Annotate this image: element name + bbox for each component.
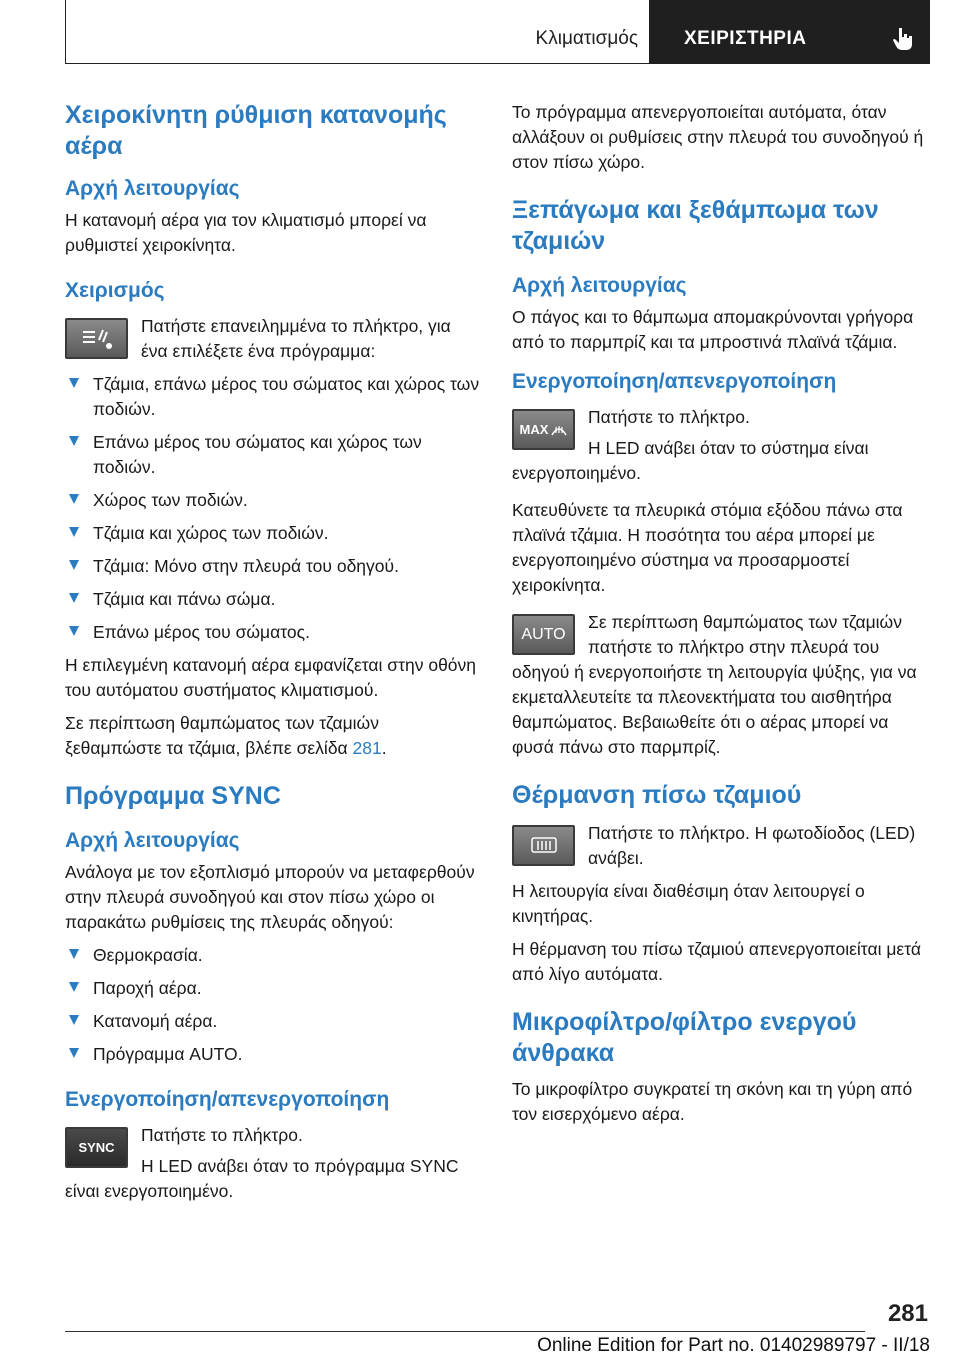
arrow-icon: [69, 527, 79, 537]
chapter-tab-label: ΧΕΙΡΙΣΤΗΡΙΑ: [684, 28, 807, 49]
subheading-activation: Ενεργοποίηση/απενεργοποίηση: [65, 1088, 390, 1111]
list-item: Κατανομή αέρα.: [65, 1009, 480, 1034]
max-defrost-button-icon: MAX: [512, 409, 575, 450]
distribution-program-list: [65, 372, 480, 645]
arrow-icon: [69, 494, 79, 504]
paragraph: Πατήστε το πλήκτρο.: [141, 1125, 303, 1145]
subheading-principle: Αρχή λειτουργίας: [65, 829, 240, 852]
footer-divider: [65, 1331, 865, 1332]
list-item: Τζάμια: Μόνο στην πλευρά του οδηγού.: [65, 554, 480, 579]
subheading-operation: Χειρισμός: [65, 279, 165, 302]
arrow-icon: [69, 982, 79, 992]
footer-edition: Online Edition for Part no. 01402989797 - II/18: [537, 1335, 930, 1356]
arrow-icon: [69, 560, 79, 570]
max-defrost-row: [512, 405, 930, 486]
paragraph: Το μικροφίλτρο συγκρατεί τη σκόνη και τη γύρη από τον εισερχόμενο αέρα.: [512, 1079, 913, 1124]
subheading-principle: Αρχή λειτουργίας: [65, 177, 240, 200]
paragraph-with-link: Σε περίπτωση θαμπώματος των τζαμιών ξεθαμπώστε τα τζάμια, βλέπε σελίδα 281.: [65, 713, 387, 758]
auto-row: [512, 610, 930, 760]
paragraph: Η λειτουργία είναι διαθέσιμη όταν λειτουργεί ο κινητήρας.: [512, 881, 865, 926]
paragraph: Ανάλογα με τον εξοπλισμό μπορούν να μεταφερθούν στην πλευρά συνοδηγού και στον πίσω χώρο οι παρακάτω ρυθμίσεις της πλευράς οδηγού:: [65, 862, 475, 932]
subheading-principle: Αρχή λειτουργίας: [512, 274, 687, 297]
sync-button-row: [65, 1123, 480, 1204]
arrow-icon: [69, 1048, 79, 1058]
right-column: [512, 100, 930, 1127]
paragraph: Η LED ανάβει όταν το σύστημα είναι ενεργοποιημένο.: [512, 438, 869, 483]
heading-defrost: Ξεπάγωμα και ξεθάμπωμα των τζαμιών: [512, 196, 879, 255]
paragraph: Πατήστε επανειλημμένα το πλήκτρο, για ένα επιλέξετε ένα πρόγραμμα:: [141, 316, 451, 361]
air-distribution-row: [65, 314, 480, 364]
hand-pointer-icon: [890, 26, 916, 52]
paragraph: Το πρόγραμμα απενεργοποιείται αυτόματα, όταν αλλάξουν οι ρυθμίσεις στην πλευρά του συνοδηγού ή στον πίσω χώρο.: [512, 102, 924, 172]
section-title: Κλιματισμός: [535, 28, 638, 49]
heading-rear-window-heating: Θέρμανση πίσω τζαμιού: [512, 781, 802, 809]
arrow-icon: [69, 949, 79, 959]
auto-button-icon: AUTO: [512, 614, 575, 655]
arrow-icon: [69, 436, 79, 446]
air-distribution-button-icon: [65, 318, 128, 359]
arrow-icon: [69, 626, 79, 636]
page-reference-link[interactable]: 281: [352, 738, 382, 758]
paragraph: Η θέρμανση του πίσω τζαμιού απενεργοποιείται μετά από λίγο αυτόματα.: [512, 939, 921, 984]
paragraph: Κατευθύνετε τα πλευρικά στόμια εξόδου πάνω στα πλαϊνά τζάμια. Η ποσότητα του αέρα μπορεί με ενεργοποιημένο σύστημα να προσαρμοστεί χειροκίνητα.: [512, 500, 903, 595]
sync-button-icon: SYNC: [65, 1127, 128, 1168]
list-item: Πρόγραμμα AUTO.: [65, 1042, 480, 1067]
page-number: 281: [887, 1300, 928, 1327]
list-item: Παροχή αέρα.: [65, 976, 480, 1001]
arrow-icon: [69, 1015, 79, 1025]
paragraph: Η LED ανάβει όταν το πρόγραμμα SYNC είναι ενεργοποιημένο.: [65, 1156, 459, 1201]
paragraph: Ο πάγος και το θάμπωμα απομακρύνονται γρήγορα από το παρμπρίζ και τα μπροστινά πλαϊνά τζάμια.: [512, 307, 914, 352]
subheading-activation: Ενεργοποίηση/απενεργοποίηση: [512, 370, 837, 393]
list-item: Τζάμια και πάνω σώμα.: [65, 587, 480, 612]
paragraph: Πατήστε το πλήκτρο.: [588, 407, 750, 427]
paragraph: Πατήστε το πλήκτρο. Η φωτοδίοδος (LED) ανάβει.: [588, 823, 916, 868]
heading-filter: Μικροφίλτρο/φίλτρο ενεργού άνθρακα: [512, 1008, 857, 1067]
left-column: [65, 100, 480, 1204]
heading-manual-air-distribution: Χειροκίνητη ρύθμιση κατανομής αέρα: [65, 101, 447, 160]
list-item: Θερμοκρασία.: [65, 943, 480, 968]
arrow-icon: [69, 593, 79, 603]
page-header: [65, 0, 930, 64]
paragraph: Σε περίπτωση θαμπώματος των τζαμιών πατήστε το πλήκτρο στην πλευρά του οδηγού ή ενεργοποιήστε τη λειτουργία ψύξης, για να εκμεταλλευτείτε τα πλεονεκτήματα του αισθητήρα θαμπώματος. Βεβαιωθείτε ότι ο αέρας μπορεί να φυσά πάνω στο παρμπρίζ.: [512, 612, 917, 757]
list-item: Τζάμια, επάνω μέρος του σώματος και χώρος των ποδιών.: [65, 372, 480, 422]
paragraph: Η κατανομή αέρα για τον κλιματισμό μπορεί να ρυθμιστεί χειροκίνητα.: [65, 210, 427, 255]
sync-settings-list: [65, 943, 480, 1067]
paragraph: Η επιλεγμένη κατανομή αέρα εμφανίζεται στην οθόνη του αυτόματου συστήματος κλιματισμού.: [65, 655, 477, 700]
list-item: Χώρος των ποδιών.: [65, 488, 480, 513]
list-item: Επάνω μέρος του σώματος και χώρος των ποδιών.: [65, 430, 480, 480]
list-item: Επάνω μέρος του σώματος.: [65, 620, 480, 645]
heading-sync-program: Πρόγραμμα SYNC: [65, 782, 281, 810]
rear-defrost-row: [512, 821, 930, 871]
arrow-icon: [69, 378, 79, 388]
rear-defrost-button-icon: [512, 825, 575, 866]
chapter-tab[interactable]: [650, 0, 930, 64]
list-item: Τζάμια και χώρος των ποδιών.: [65, 521, 480, 546]
